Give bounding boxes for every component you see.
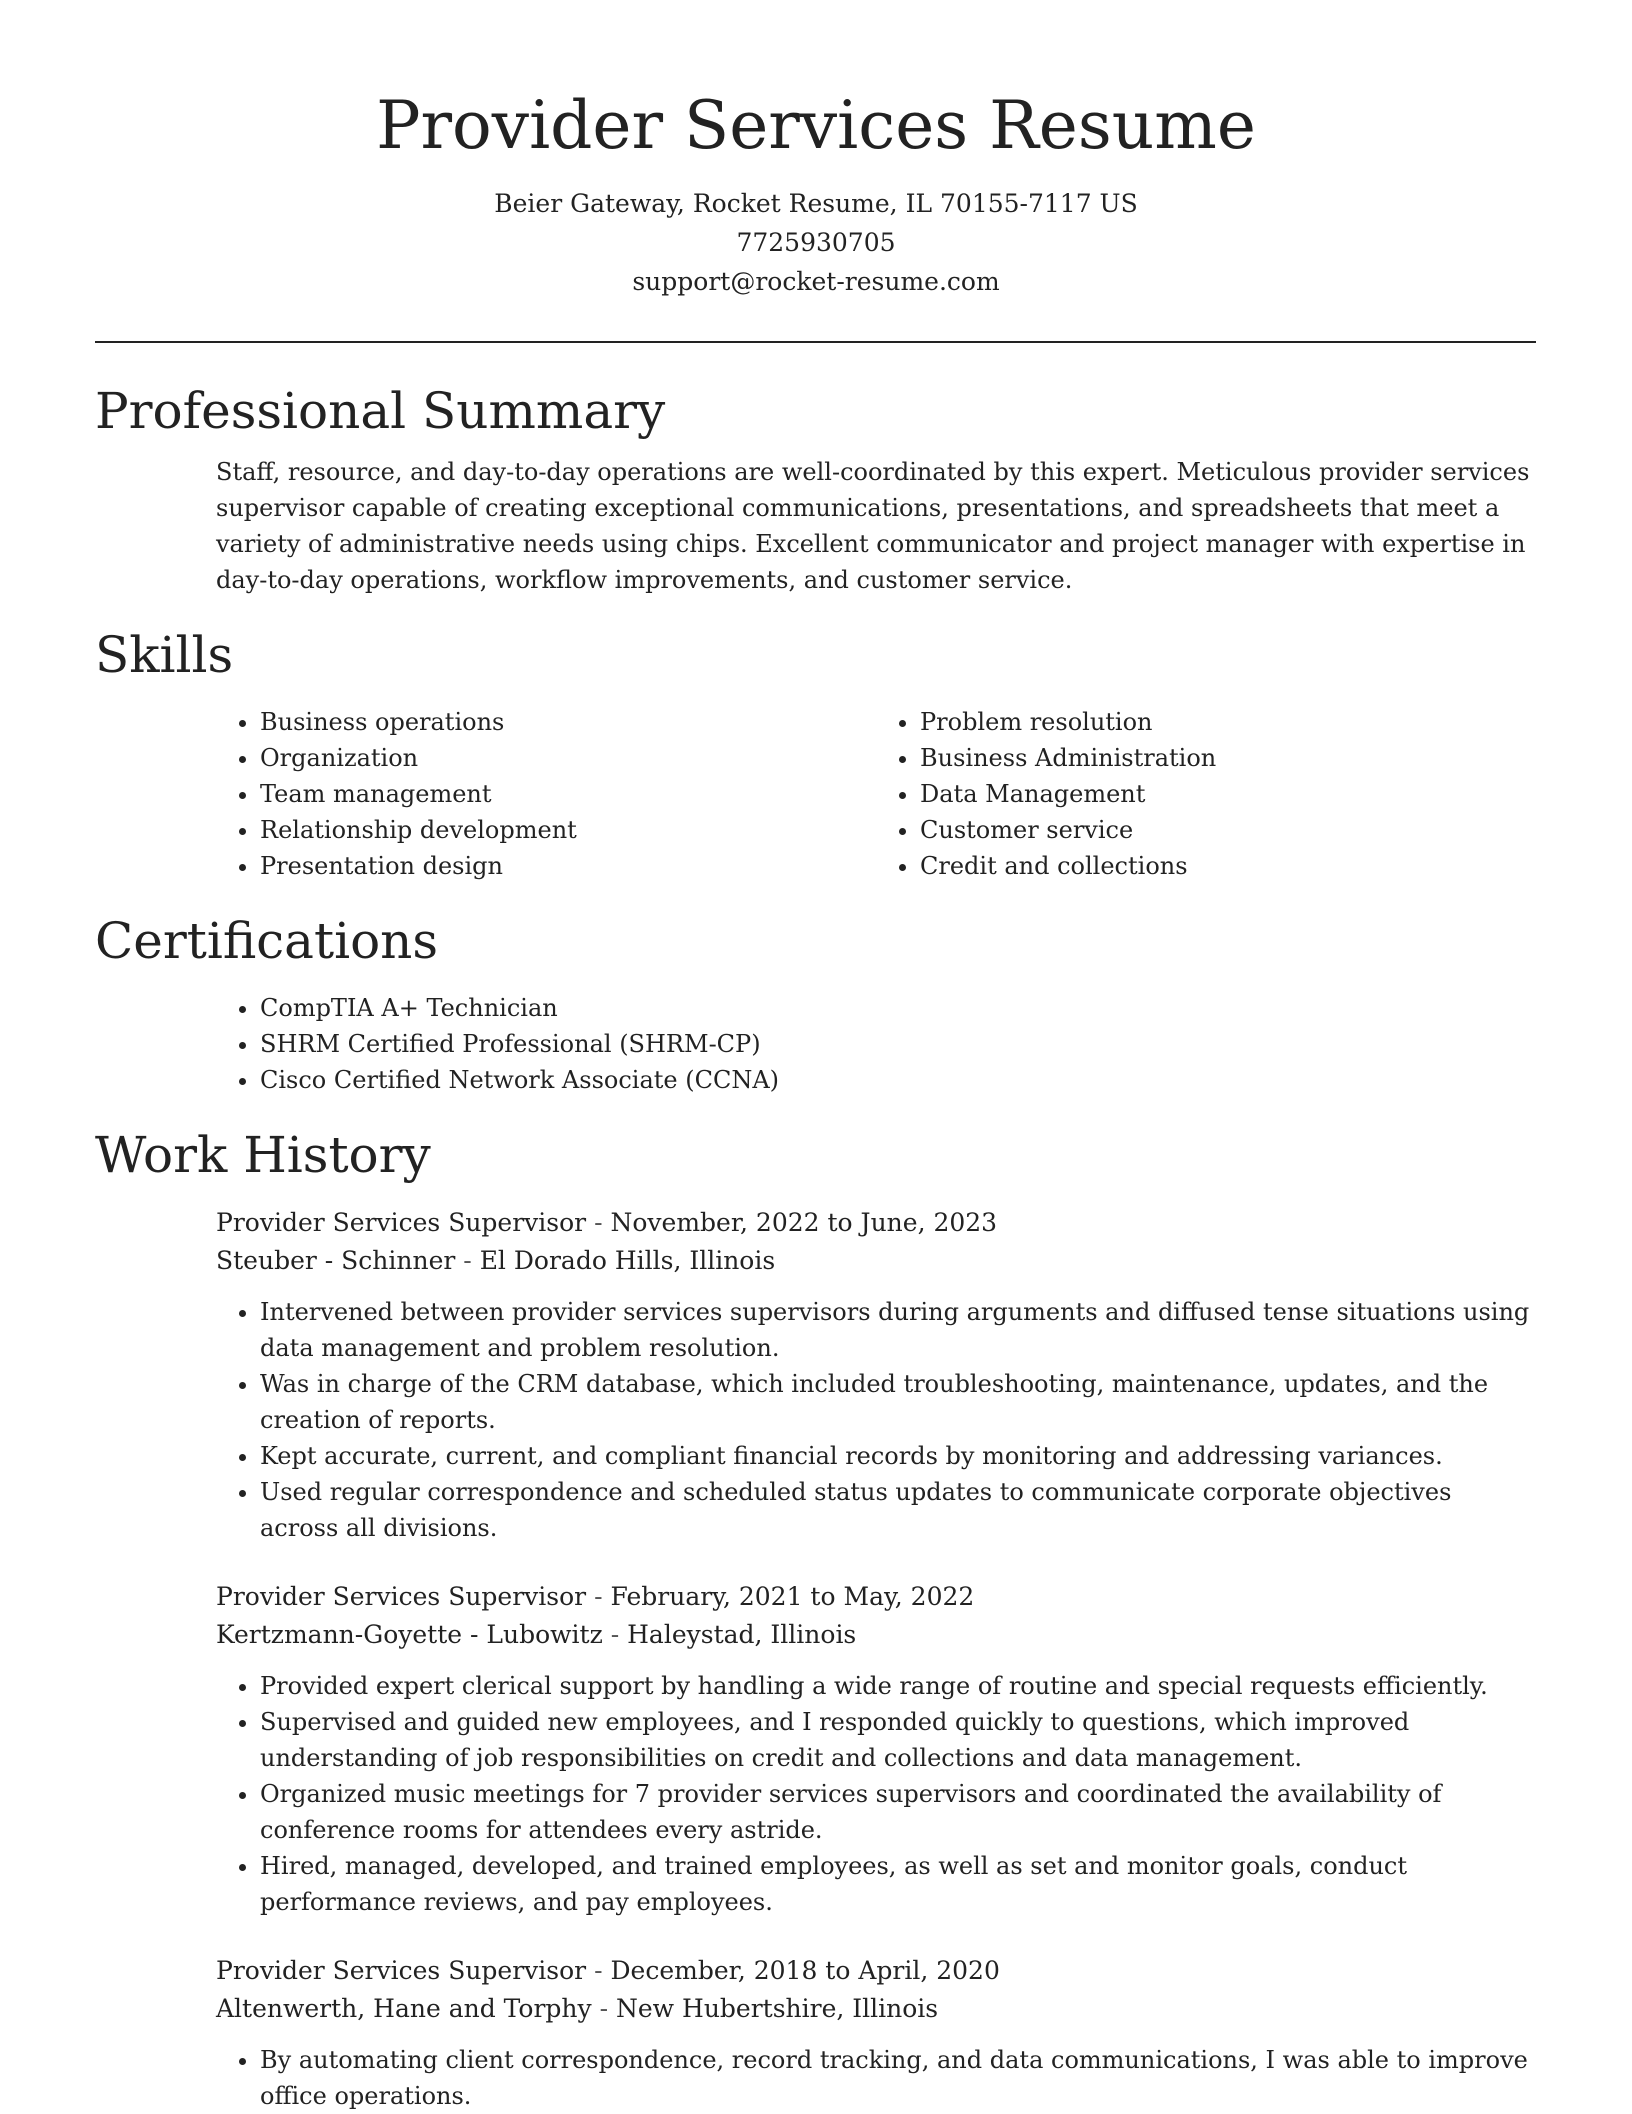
- work-history-section: [95, 1120, 1536, 2114]
- summary-section: [95, 376, 1536, 598]
- contact-email: support@rocket-resume.com: [632, 267, 1000, 296]
- skills-heading: Skills: [95, 626, 234, 684]
- job-entry: [216, 1204, 1536, 1546]
- skill-item: • Business Administration: [920, 740, 1536, 776]
- contact-block: [0, 184, 1632, 301]
- skills-left-list: [216, 704, 876, 884]
- skill-item: • Team management: [260, 776, 876, 812]
- header-divider: [95, 341, 1536, 343]
- job-dates: February, 2021 to May, 2022: [610, 1582, 975, 1611]
- job-title: Provider Services Supervisor: [216, 1208, 587, 1237]
- job-bullet: • Intervened between provider services supervisors during arguments and diffused tense situations using data management and problem resolution.: [260, 1294, 1536, 1366]
- contact-phone: 7725930705: [736, 228, 896, 257]
- skill-item: • Presentation design: [260, 848, 876, 884]
- resume-header: [0, 82, 1632, 301]
- job-company-line: Kertzmann-Goyette - Lubowitz - Haleystad, Illinois: [216, 1620, 857, 1649]
- summary-heading: Professional Summary: [95, 382, 666, 440]
- skills-right-list: [876, 704, 1536, 884]
- certification-item: • Cisco Certified Network Associate (CCNA): [260, 1062, 1536, 1098]
- job-title: Provider Services Supervisor: [216, 1582, 587, 1611]
- job-bullet: • Was in charge of the CRM database, which included troubleshooting, maintenance, updates, and the creation of reports.: [260, 1366, 1536, 1438]
- skill-item: • Credit and collections: [920, 848, 1536, 884]
- certification-item: • SHRM Certified Professional (SHRM-CP): [260, 1026, 1536, 1062]
- skill-item: • Problem resolution: [920, 704, 1536, 740]
- job-bullet: • Kept accurate, current, and compliant financial records by monitoring and addressing variances.: [260, 1438, 1536, 1474]
- certifications-section: [95, 906, 1536, 1098]
- skill-item: • Data Management: [920, 776, 1536, 812]
- job-bullets: [216, 1668, 1536, 1920]
- job-bullet: • Organized music meetings for 7 provider services supervisors and coordinated the availability of conference rooms for attendees every astride.: [260, 1776, 1536, 1848]
- certifications-list: [216, 990, 1536, 1098]
- skills-section: [95, 620, 1536, 884]
- job-bullets: [216, 2042, 1536, 2114]
- job-bullet: • Used regular correspondence and scheduled status updates to communicate corporate objectives across all divisions.: [260, 1474, 1536, 1546]
- job-company: Steuber - Schinner: [216, 1246, 456, 1275]
- job-title: Provider Services Supervisor: [216, 1956, 587, 1985]
- job-location: New Hubertshire, Illinois: [616, 1994, 939, 2023]
- job-bullet: • Hired, managed, developed, and trained employees, as well as set and monitor goals, conduct performance reviews, and pay employees.: [260, 1848, 1536, 1920]
- job-dates: November, 2022 to June, 2023: [610, 1208, 998, 1237]
- resume-title: Provider Services Resume: [376, 87, 1256, 164]
- certification-item: • CompTIA A+ Technician: [260, 990, 1536, 1026]
- job-company-line: Steuber - Schinner - El Dorado Hills, Illinois: [216, 1246, 776, 1275]
- summary-text: Staff, resource, and day-to-day operations are well-coordinated by this expert. Meticulous provider services supervisor capable of creating exceptional communications, presentations, and spreadsheets that meet a variety of administrative needs using chips. Excellent communicator and project manager with expertise in day-to-day operations, workflow improvements, and customer service.: [216, 458, 1530, 594]
- job-title-line: Provider Services Supervisor - February, 2021 to May, 2022: [216, 1582, 975, 1611]
- work-history-heading: Work History: [95, 1126, 431, 1184]
- certifications-list-wrap: [216, 990, 1536, 1098]
- job-bullets: [216, 1294, 1536, 1546]
- job-title-line: Provider Services Supervisor - November, 2022 to June, 2023: [216, 1208, 998, 1237]
- job-dates: December, 2018 to April, 2020: [610, 1956, 1000, 1985]
- skill-item: • Customer service: [920, 812, 1536, 848]
- skill-item: • Relationship development: [260, 812, 876, 848]
- job-title-line: Provider Services Supervisor - December, 2018 to April, 2020: [216, 1956, 1000, 1985]
- skill-item: • Business operations: [260, 704, 876, 740]
- job-company: Kertzmann-Goyette - Lubowitz: [216, 1620, 603, 1649]
- job-company-line: Altenwerth, Hane and Torphy - New Hubertshire, Illinois: [216, 1994, 939, 2023]
- job-bullet: • By automating client correspondence, record tracking, and data communications, I was able to improve office operations.: [260, 2042, 1536, 2114]
- resume-body: [95, 376, 1536, 2114]
- job-location: El Dorado Hills, Illinois: [479, 1246, 776, 1275]
- contact-address: Beier Gateway, Rocket Resume, IL 70155-7117 US: [494, 189, 1138, 218]
- job-location: Haleystad, Illinois: [627, 1620, 857, 1649]
- job-entry: [216, 1578, 1536, 1920]
- skills-columns: [216, 704, 1536, 884]
- job-bullet: • Provided expert clerical support by handling a wide range of routine and special requests efficiently.: [260, 1668, 1536, 1704]
- job-bullet: • Supervised and guided new employees, and I responded quickly to questions, which improved understanding of job responsibilities on credit and collections and data management.: [260, 1704, 1536, 1776]
- skill-item: • Organization: [260, 740, 876, 776]
- job-entry: [216, 1952, 1536, 2114]
- job-company: Altenwerth, Hane and Torphy: [216, 1994, 592, 2023]
- certifications-heading: Certifications: [95, 912, 439, 970]
